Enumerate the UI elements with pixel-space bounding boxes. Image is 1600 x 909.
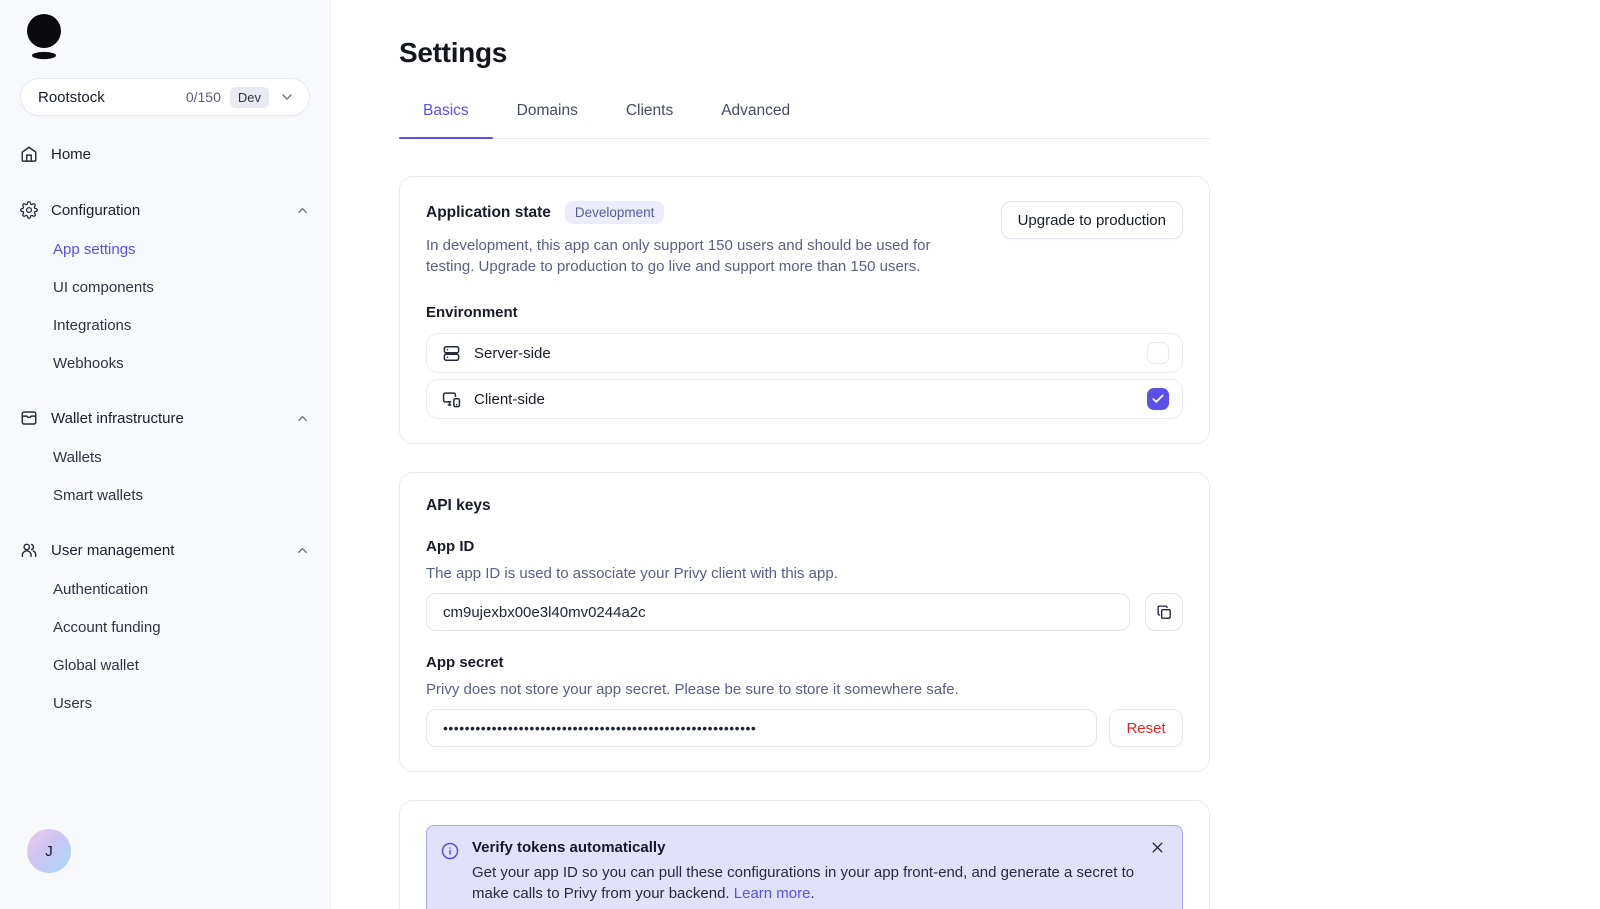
devices-icon	[442, 389, 462, 409]
app-name: Rootstock	[38, 88, 105, 106]
sidebar	[0, 0, 331, 909]
tab-advanced[interactable]: Advanced	[721, 102, 791, 119]
info-icon	[441, 842, 459, 904]
banner-period: .	[810, 885, 815, 902]
api-keys-title: API keys	[426, 497, 491, 514]
environment-label: Environment	[426, 304, 518, 321]
chevron-up-icon[interactable]	[295, 411, 310, 426]
sidebar-item-label: Home	[51, 145, 92, 163]
app-secret-label: App secret	[426, 654, 504, 671]
sidebar-item-home[interactable]	[20, 134, 310, 174]
banner-title: Verify tokens automatically	[472, 839, 666, 856]
sidebar-item-global-wallet[interactable]: Global wallet	[53, 656, 139, 674]
sidebar-item-user-management[interactable]	[20, 530, 310, 570]
tab-clients[interactable]: Clients	[625, 102, 674, 119]
app-id-label: App ID	[426, 538, 475, 555]
app-secret-description: Privy does not store your app secret. Please be sure to store it somewhere safe.	[426, 681, 959, 698]
app-selector[interactable]	[20, 78, 310, 116]
development-badge: Development	[565, 201, 665, 224]
close-banner-button[interactable]	[1148, 838, 1166, 856]
tab-domains[interactable]: Domains	[516, 102, 578, 119]
chevron-down-icon	[279, 89, 295, 105]
home-icon	[20, 145, 38, 163]
close-icon	[1150, 840, 1165, 855]
main-content	[331, 0, 1600, 909]
user-avatar[interactable]: J	[27, 829, 71, 873]
api-keys-card	[399, 472, 1210, 772]
sidebar-nav	[20, 134, 310, 722]
sidebar-item-webhooks[interactable]: Webhooks	[53, 354, 124, 372]
check-icon	[1151, 392, 1165, 406]
server-side-checkbox[interactable]	[1147, 342, 1169, 364]
environment-option-client-side[interactable]	[426, 379, 1183, 419]
sidebar-item-users[interactable]: Users	[53, 694, 93, 712]
page-title: Settings	[399, 37, 508, 68]
sidebar-item-integrations[interactable]: Integrations	[53, 316, 132, 334]
sidebar-item-label: User management	[51, 541, 175, 559]
tab-basics[interactable]: Basics	[399, 102, 493, 138]
copy-icon	[1156, 604, 1173, 621]
reset-app-secret-button[interactable]: Reset	[1109, 709, 1183, 747]
app-id-input[interactable]	[426, 593, 1130, 631]
sidebar-item-wallets[interactable]: Wallets	[53, 448, 102, 466]
application-state-card	[399, 176, 1210, 444]
chevron-up-icon[interactable]	[295, 203, 310, 218]
upgrade-to-production-button[interactable]: Upgrade to production	[1001, 201, 1183, 239]
learn-more-link[interactable]: Learn more	[733, 885, 811, 902]
sidebar-item-smart-wallets[interactable]: Smart wallets	[53, 486, 144, 504]
environment-option-label: Client-side	[474, 390, 545, 408]
sidebar-item-configuration[interactable]	[20, 190, 310, 230]
env-badge: Dev	[230, 87, 269, 108]
privy-logo-icon	[23, 12, 310, 60]
application-state-description: In development, this app can only support 150 users and should be used for testing. Upgrade to production to go live and support more than 150 users.	[426, 237, 931, 275]
settings-tabs	[399, 102, 1210, 139]
application-state-title: Application state	[426, 203, 551, 221]
sidebar-item-ui-components[interactable]: UI components	[53, 278, 154, 296]
sidebar-item-account-funding[interactable]: Account funding	[53, 618, 161, 636]
app-id-description: The app ID is used to associate your Privy client with this app.	[426, 565, 838, 582]
client-side-checkbox[interactable]	[1147, 388, 1169, 410]
sidebar-item-app-settings[interactable]: App settings	[53, 240, 136, 258]
environment-option-server-side[interactable]	[426, 333, 1183, 373]
gear-icon	[20, 201, 38, 219]
app-secret-input[interactable]	[426, 709, 1097, 747]
banner-body-text: Get your app ID so you can pull these configurations in your app front-end, and generate a secret to make calls to Privy from your backend.	[472, 864, 1135, 902]
user-usage-count: 0/150	[185, 89, 221, 105]
sidebar-item-authentication[interactable]: Authentication	[53, 580, 149, 598]
copy-app-id-button[interactable]	[1145, 593, 1183, 631]
sidebar-item-label: Configuration	[51, 201, 141, 219]
users-icon	[20, 541, 38, 559]
token-verification-card	[399, 800, 1210, 909]
verify-tokens-banner	[426, 825, 1183, 909]
wallet-icon	[20, 409, 38, 427]
chevron-up-icon[interactable]	[295, 543, 310, 558]
server-icon	[442, 343, 462, 363]
sidebar-item-label: Wallet infrastructure	[51, 409, 184, 427]
sidebar-item-wallet-infrastructure[interactable]	[20, 398, 310, 438]
banner-body	[472, 862, 1162, 904]
environment-option-label: Server-side	[474, 344, 551, 362]
